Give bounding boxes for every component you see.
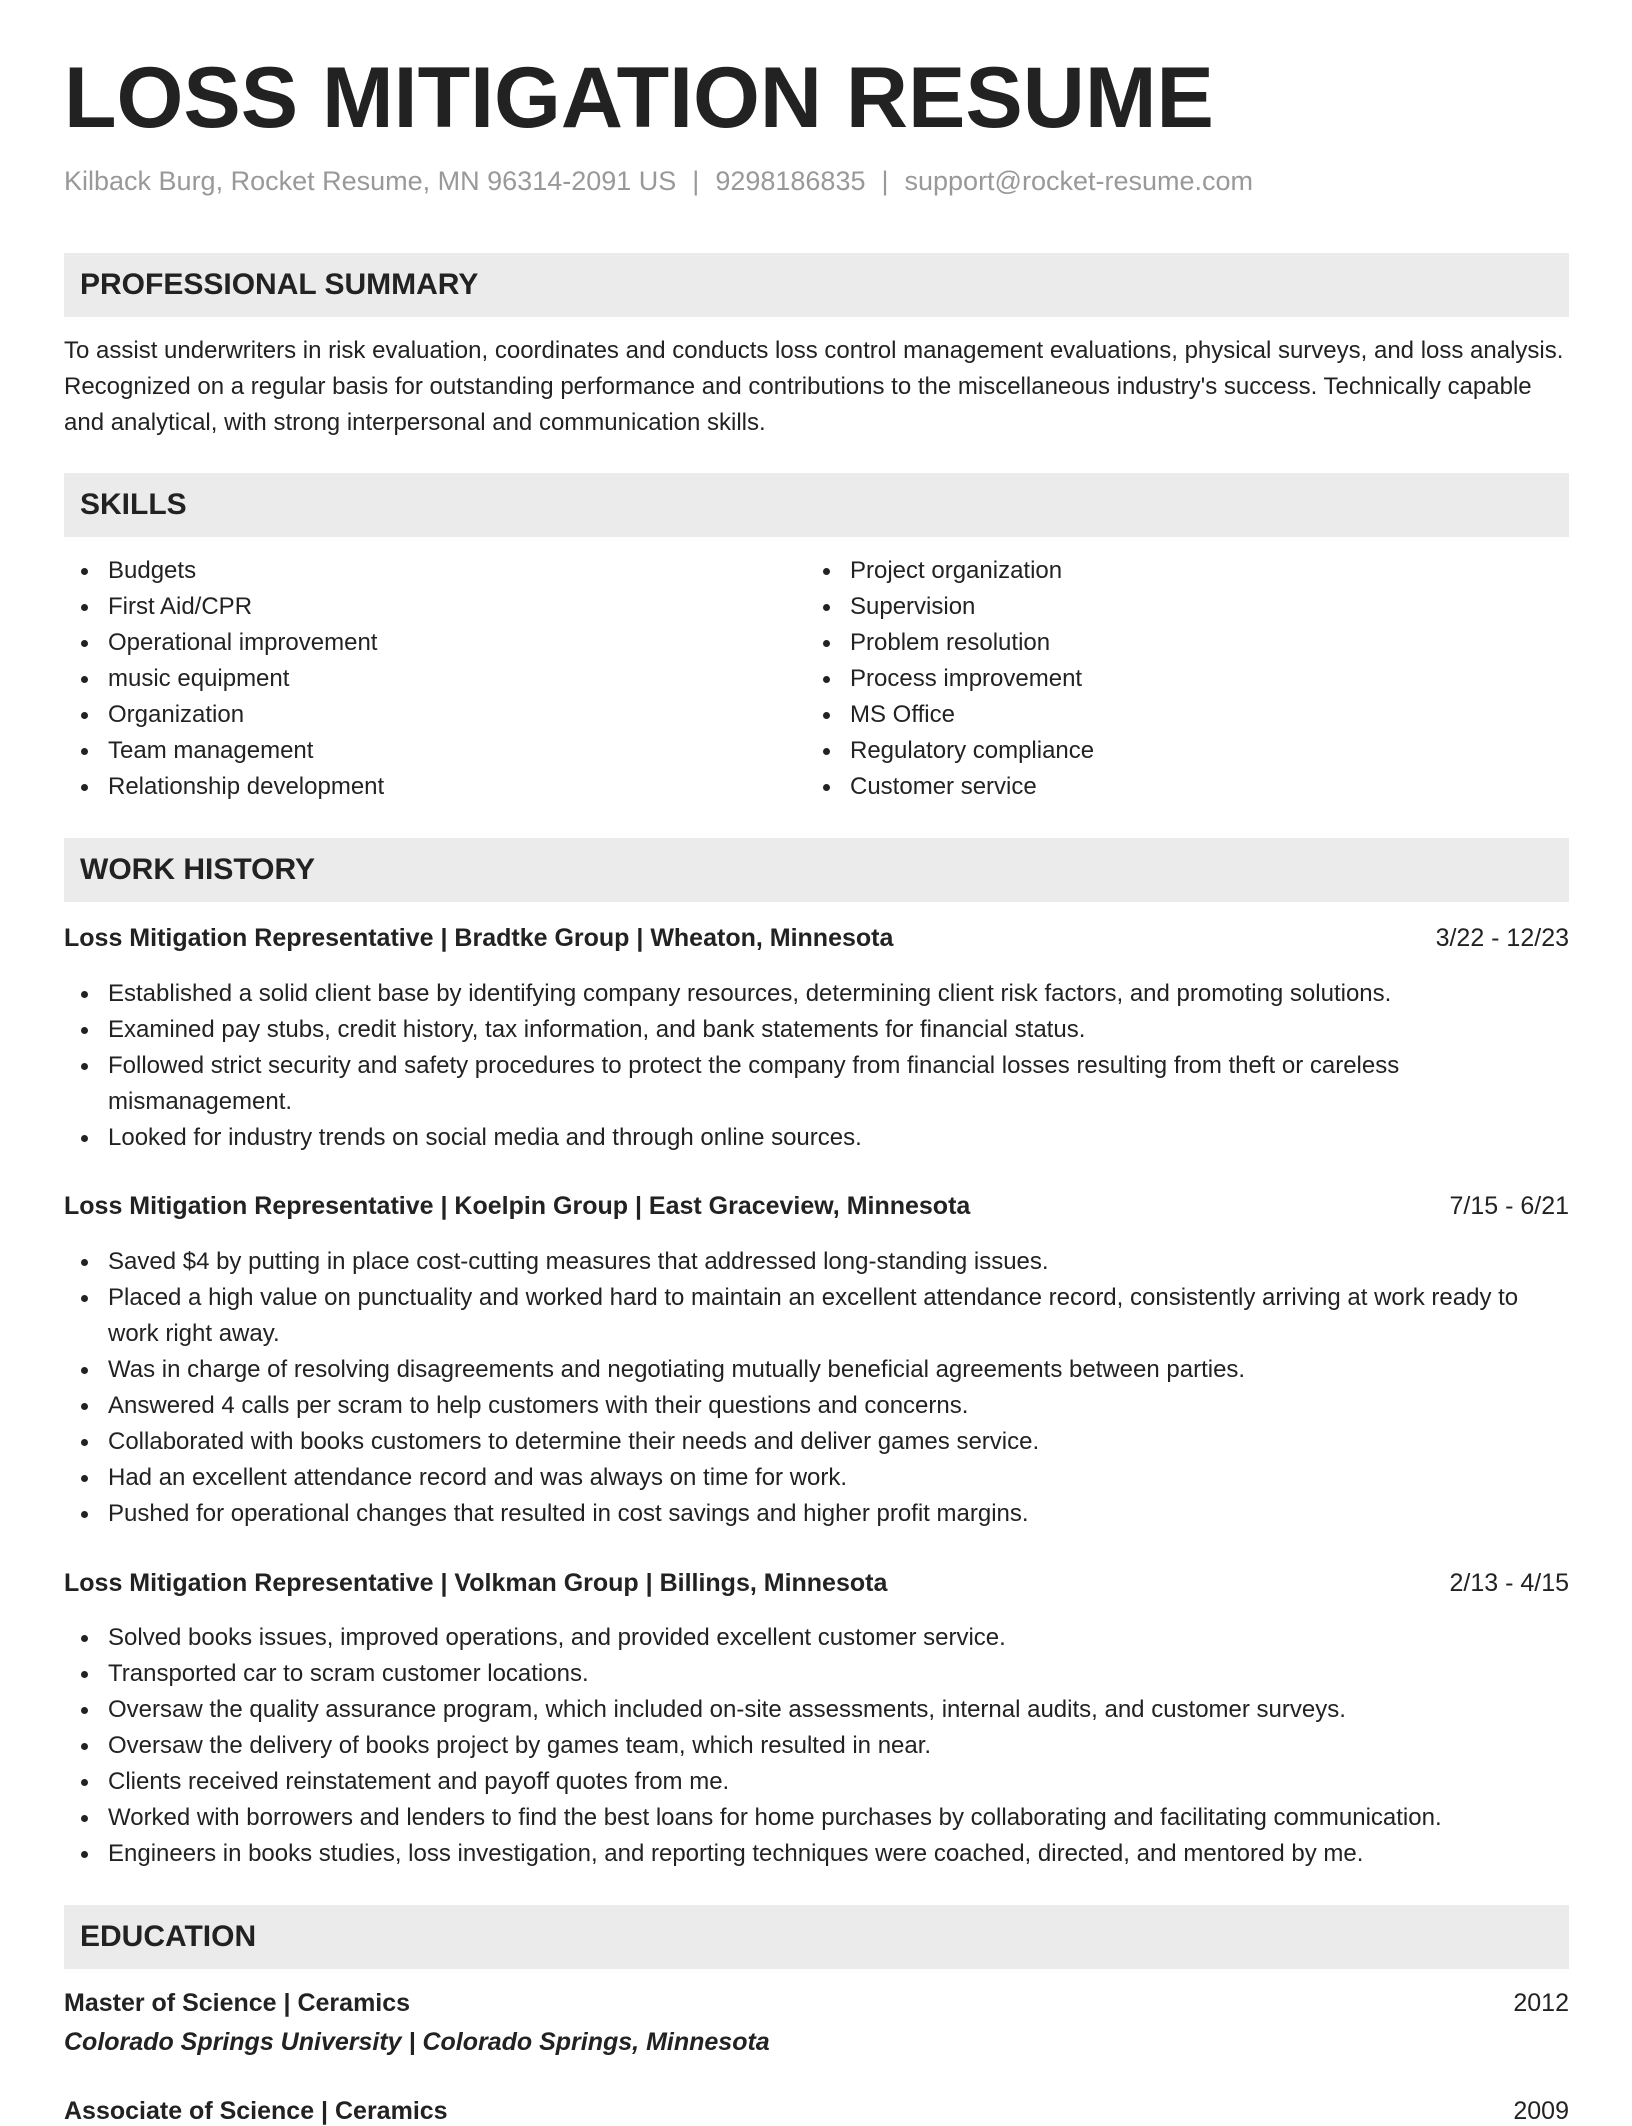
skills-section-header [64, 473, 1569, 537]
job-bullet: Followed strict security and safety procedures to protect the company from financial losses resulting from theft or careless mismanagement. [64, 1048, 1569, 1120]
summary-text: To assist underwriters in risk evaluation, coordinates and conducts loss control management evaluations, physical surveys, and loss analysis. Recognized on a regular basis for outstanding performance and contributions to the miscellaneous industry's success. Technically capable and analytical, with strong interpersonal and communication skills. [64, 337, 1564, 436]
job-title: Loss Mitigation Representative | Bradtke Group | Wheaton, Minnesota [64, 924, 894, 952]
job-bullet: Established a solid client base by identifying company resources, determining client risk factors, and promoting solutions. [64, 976, 1569, 1012]
skill-item: First Aid/CPR [64, 589, 764, 625]
skills-list-right [806, 553, 1566, 805]
job-bullet: Engineers in books studies, loss investigation, and reporting techniques were coached, directed, and mentored by me. [64, 1836, 1569, 1872]
job-title: Loss Mitigation Representative | Volkman Group | Billings, Minnesota [64, 1569, 888, 1597]
skills-heading: SKILLS [80, 488, 187, 521]
job-dates: 2/13 - 4/15 [1449, 1569, 1569, 1597]
education-year: 2009 [1513, 2097, 1569, 2125]
education-section-header [64, 1905, 1569, 1969]
job-bullets [64, 976, 1569, 1156]
skills-list-left [64, 553, 764, 805]
contact-separator: | [692, 166, 700, 196]
job-bullet: Solved books issues, improved operations, and provided excellent customer service. [64, 1620, 1569, 1656]
job-bullet: Pushed for operational changes that resulted in cost savings and higher profit margins. [64, 1496, 1569, 1532]
education-degree: Associate of Science | Ceramics [64, 2097, 448, 2125]
job-bullet: Oversaw the delivery of books project by games team, which resulted in near. [64, 1728, 1569, 1764]
skill-item: Problem resolution [806, 625, 1566, 661]
skill-item: Relationship development [64, 769, 764, 805]
skill-item: Organization [64, 697, 764, 733]
job-bullet: Saved $4 by putting in place cost-cutting measures that addressed long-standing issues. [64, 1244, 1569, 1280]
job-bullet: Oversaw the quality assurance program, which included on-site assessments, internal audits, and customer surveys. [64, 1692, 1569, 1728]
skill-item: Customer service [806, 769, 1566, 805]
skill-item: Team management [64, 733, 764, 769]
skill-item: Project organization [806, 553, 1566, 589]
education-school: Colorado Springs University | Colorado Springs, Minnesota [64, 2028, 770, 2056]
job-bullet: Was in charge of resolving disagreements and negotiating mutually beneficial agreements between parties. [64, 1352, 1569, 1388]
skill-item: Process improvement [806, 661, 1566, 697]
job-bullet: Had an excellent attendance record and was always on time for work. [64, 1460, 1569, 1496]
skill-item: Supervision [806, 589, 1566, 625]
job-dates: 3/22 - 12/23 [1435, 924, 1569, 952]
job-bullet: Placed a high value on punctuality and worked hard to maintain an excellent attendance record, consistently arriving at work ready to work right away. [64, 1280, 1569, 1352]
job-bullet: Worked with borrowers and lenders to find the best loans for home purchases by collaborating and facilitating communication. [64, 1800, 1569, 1836]
skill-item: music equipment [64, 661, 764, 697]
contact-separator: | [881, 166, 889, 196]
skill-item: Regulatory compliance [806, 733, 1566, 769]
contact-line [64, 166, 1253, 197]
job-bullet: Looked for industry trends on social media and through online sources. [64, 1120, 1569, 1156]
contact-phone: 9298186835 [715, 166, 866, 196]
work-section-header [64, 838, 1569, 902]
job-bullet: Clients received reinstatement and payoff quotes from me. [64, 1764, 1569, 1800]
education-degree: Master of Science | Ceramics [64, 1989, 411, 2017]
summary-section-header [64, 253, 1569, 317]
job-bullet: Examined pay stubs, credit history, tax information, and bank statements for financial status. [64, 1012, 1569, 1048]
job-dates: 7/15 - 6/21 [1449, 1192, 1569, 1220]
skill-item: Operational improvement [64, 625, 764, 661]
resume-title: LOSS MITIGATION RESUME [64, 50, 1214, 146]
job-bullets [64, 1244, 1569, 1532]
work-heading: WORK HISTORY [80, 853, 316, 886]
job-bullets [64, 1620, 1569, 1872]
contact-email: support@rocket-resume.com [904, 166, 1254, 196]
job-bullet: Answered 4 calls per scram to help customers with their questions and concerns. [64, 1388, 1569, 1424]
job-bullet: Collaborated with books customers to determine their needs and deliver games service. [64, 1424, 1569, 1460]
education-year: 2012 [1513, 1989, 1569, 2017]
skill-item: Budgets [64, 553, 764, 589]
summary-heading: PROFESSIONAL SUMMARY [80, 268, 479, 301]
job-bullet: Transported car to scram customer locations. [64, 1656, 1569, 1692]
job-title: Loss Mitigation Representative | Koelpin Group | East Graceview, Minnesota [64, 1192, 971, 1220]
skill-item: MS Office [806, 697, 1566, 733]
contact-address: Kilback Burg, Rocket Resume, MN 96314-2091 US [64, 166, 677, 196]
education-heading: EDUCATION [80, 1920, 257, 1953]
